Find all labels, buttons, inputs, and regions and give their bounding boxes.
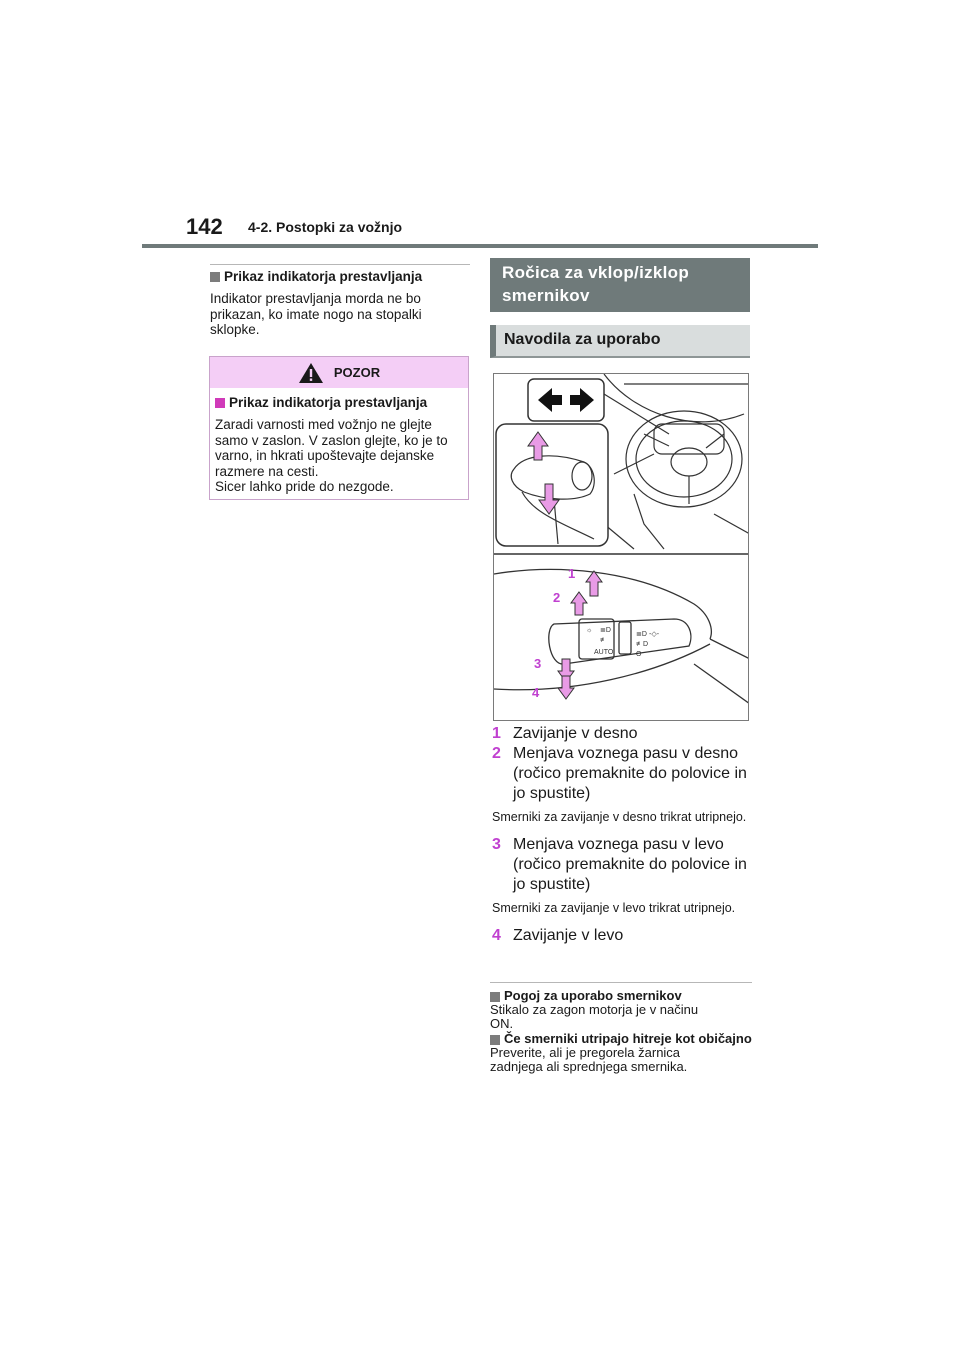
- sub-banner: Navodila za uporabo: [490, 325, 750, 358]
- page-number: 142: [186, 214, 223, 239]
- svg-text:≢: ≢: [600, 637, 607, 644]
- svg-text:O: O: [636, 651, 642, 658]
- step-number: 3: [492, 836, 501, 853]
- step-2: [492, 744, 754, 804]
- step-1: [492, 724, 754, 744]
- svg-text:≣D: ≣D: [636, 631, 647, 638]
- step-number: 2: [492, 745, 501, 762]
- info-text: Indikator prestavljanja morda ne bo prikazan, ko imate nogo na stopalki sklopke.: [210, 291, 422, 337]
- info-heading: [210, 269, 470, 285]
- step-4: [492, 926, 754, 946]
- note-heading: [490, 989, 752, 1003]
- divider: [210, 264, 470, 265]
- svg-text:-◇-: -◇-: [649, 631, 660, 638]
- square-bullet-icon: [490, 1035, 500, 1045]
- section-banner: Ročica za vklop/izklop smernikov: [490, 258, 750, 312]
- notes-section: [490, 982, 752, 1074]
- step-number: 4: [492, 927, 501, 944]
- caution-heading: [215, 395, 463, 411]
- info-heading-text: Prikaz indikatorja prestavljanja: [224, 269, 423, 284]
- caution-body: [210, 388, 468, 495]
- note-heading: [490, 1032, 752, 1046]
- divider: [490, 982, 752, 983]
- step-text: Menjava voznega pasu v levo (ročico premaknite do polovice in jo spustite): [513, 836, 747, 893]
- turn-signal-lever-illustration: [493, 373, 749, 721]
- step-text: Menjava voznega pasu v desno (ročico premaknite do polovice in jo spustite): [513, 745, 747, 802]
- lever-diagram: [494, 374, 749, 721]
- caution-label: POZOR: [333, 365, 381, 380]
- note-heading-text: Pogoj za uporabo smernikov: [504, 988, 682, 1003]
- note-heading-text: Če smerniki utripajo hitreje kot običajno: [504, 1031, 752, 1046]
- figure-label-4: 4: [532, 685, 540, 700]
- steps-list: [492, 724, 754, 946]
- svg-text:AUTO: AUTO: [594, 649, 614, 656]
- svg-text:≣D: ≣D: [600, 627, 611, 634]
- step-number: 1: [492, 725, 501, 742]
- figure-label-3: 3: [534, 656, 542, 671]
- warning-triangle-icon: [298, 362, 324, 384]
- step-note: Smerniki za zavijanje v desno trikrat utripnejo.: [492, 810, 747, 824]
- square-bullet-icon: [490, 992, 500, 1002]
- square-bullet-icon: [210, 272, 220, 282]
- left-column: [210, 264, 470, 338]
- caution-header: [210, 357, 468, 388]
- step-text: Zavijanje v desno: [513, 725, 638, 742]
- step-note: Smerniki za zavijanje v levo trikrat utripnejo.: [492, 901, 736, 915]
- note-text: Preverite, ali je pregorela žarnica zadnjega ali sprednjega smernika.: [490, 1045, 688, 1074]
- caution-text-2: Sicer lahko pride do nezgode.: [215, 479, 394, 494]
- svg-text:≢D: ≢D: [636, 641, 649, 648]
- step-text: Zavijanje v levo: [513, 927, 624, 944]
- figure-label-2: 2: [553, 590, 561, 605]
- caution-heading-text: Prikaz indikatorja prestavljanja: [229, 395, 428, 410]
- section-title: 4-2. Postopki za vožnjo: [248, 219, 403, 235]
- caution-text: Zaradi varnosti med vožnjo ne glejte samo v zaslon. V zaslon glejte, ko je to varno, in hkrati upoštevajte dejanske razmere na cesti.: [215, 417, 448, 479]
- step-3: [492, 835, 754, 895]
- svg-text:☼: ☼: [586, 627, 593, 634]
- note-text: Stikalo za zagon motorja je v načinu ON.: [490, 1002, 699, 1031]
- caution-box: [209, 356, 469, 500]
- figure-label-1: 1: [568, 566, 576, 581]
- header-rule: [142, 244, 818, 248]
- square-bullet-icon: [215, 398, 225, 408]
